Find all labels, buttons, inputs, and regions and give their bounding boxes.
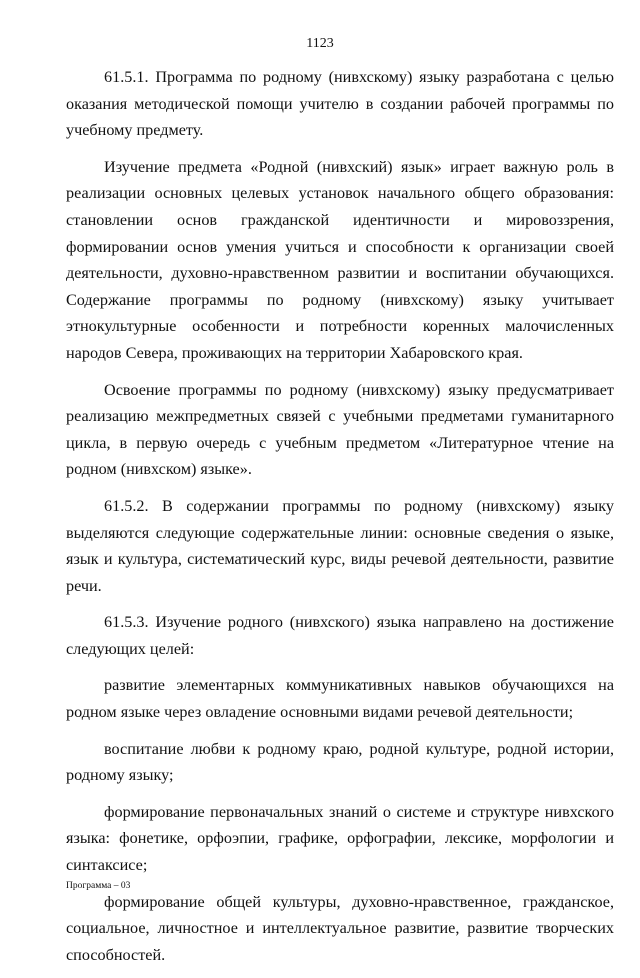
paragraph-61-5-2: 61.5.2. В содержании программы по родному (нивхскому) языку выделяются следующие содержательные линии: основные сведения о языке, язык и культура, систематический курс, виды речевой деятельности, развитие речи. [66,496,614,595]
goal-item: воспитание любви к родному краю, родной культуре, родной истории, родному языку; [66,739,614,785]
paragraph-subject-role: Изучение предмета «Родной (нивхский) язык» играет важную роль в реализации основных целевых установок начального общего образования: становлении основ гражданской идентичности и мировоззрения, формировании основ умения учиться и способности к организации своей деятельности, духовно-нравственном развитии и воспитании обучающихся. Содержание программы по родному (нивхскому) языку учитывает этнокультурные особенности и потребности коренных малочисленных народов Севера, проживающих на территории Хабаровского края. [66,157,614,362]
goal-item: формирование первоначальных знаний о системе и структуре нивхского языка: фонетике, орфоэпии, графике, орфографии, лексике, морфологии и синтаксисе; [66,802,614,875]
page-number: 1123 [306,36,334,51]
document-body [66,64,614,978]
paragraph-61-5-3: 61.5.3. Изучение родного (нивхского) языка направлено на достижение следующих целей: [66,613,614,658]
goal-item: формирование общей культуры, духовно-нравственное, гражданское, социальное, личностное и интеллектуальное развитие, развитие творческих способностей. [66,892,614,964]
footer-label: Программа – 03 [66,881,131,891]
paragraph-interdisciplinary: Освоение программы по родному (нивхскому) языку предусматривает реализацию межпредметных связей с учебными предметами гуманитарного цикла, в первую очередь с учебным предметом «Литературное чтение на родном (нивхском) языке». [66,380,614,479]
paragraph-61-5-1: 61.5.1. Программа по родному (нивхскому) языку разработана с целью оказания методической помощи учителю в создании рабочей программы по учебному предмету. [66,68,614,140]
goal-item: развитие элементарных коммуникативных навыков обучающихся на родном языке через овладение основными видами речевой деятельности; [66,676,614,722]
